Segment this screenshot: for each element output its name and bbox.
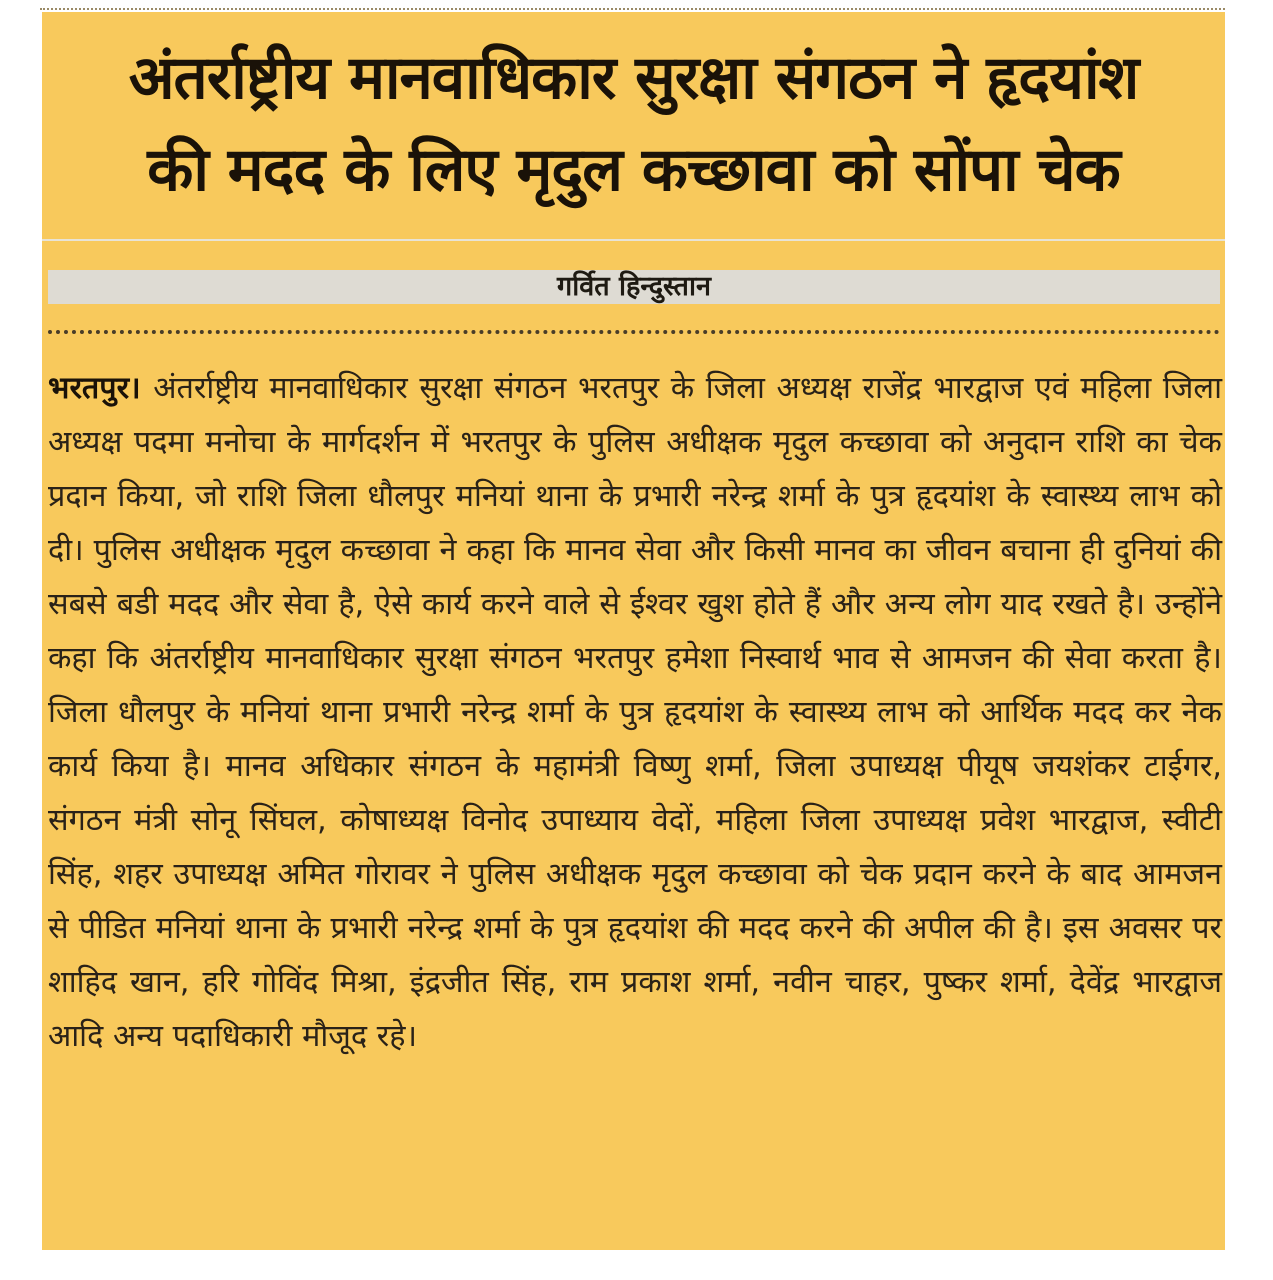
byline-band	[48, 270, 1220, 304]
headline-line-1: अंतर्राष्ट्रीय मानवाधिकार सुरक्षा संगठन ने हृदयांश	[128, 43, 1139, 113]
article-body-text: अंतर्राष्ट्रीय मानवाधिकार सुरक्षा संगठन भरतपुर के जिला अध्यक्ष राजेंद्र भारद्वाज एवं महिला जिला अध्यक्ष पदमा मनोचा के मार्गदर्शन में भरतपुर के पुलिस अधीक्षक मृदुल कच्छावा को अनुदान राशि का चेक प्रदान किया, जो राशि जिला धौलपुर मनियां थाना के प्रभारी नरेन्द्र शर्मा के पुत्र हृदयांश के स्वास्थ्य लाभ को दी। पुलिस अधीक्षक मृदुल कच्छावा ने कहा कि मानव सेवा और किसी मानव का जीवन बचाना ही दुनियां की सबसे बडी मदद और सेवा है, ऐसे कार्य करने वाले से ईश्वर खुश होते हैं और अन्य लोग याद रखते है। उन्होंने कहा कि अंतर्राष्ट्रीय मानवाधिकार सुरक्षा संगठन भरतपुर हमेशा निस्वार्थ भाव से आमजन की सेवा करता है। जिला धौलपुर के मनियां थाना प्रभारी नरेन्द्र शर्मा के पुत्र हृदयांश के स्वास्थ्य लाभ को आर्थिक मदद कर नेक कार्य किया है। मानव अधिकार संगठन के महामंत्री विष्णु शर्मा, जिला उपाध्यक्ष पीयूष जयशंकर टाईगर, संगठन मंत्री सोनू सिंघल, कोषाध्यक्ष विनोद उपाध्याय वेदों, महिला जिला उपाध्यक्ष प्रवेश भारद्वाज, स्वीटी सिंह, शहर उपाध्यक्ष अमित गोरावर ने पुलिस अधीक्षक मृदुल कच्छावा को चेक प्रदान करने के बाद आमजन से पीडित मनियां थाना के प्रभारी नरेन्द्र शर्मा के पुत्र हृदयांश की मदद करने की अपील की है। इस अवसर पर शाहिद खान, हरि गोविंद मिश्रा, इंद्रजीत सिंह, राम प्रकाश शर्मा, नवीन चाहर, पुष्कर शर्मा, देवेंद्र भारद्वाज आदि अन्य पदाधिकारी मौजूद रहे।	[48, 371, 1222, 1054]
dateline: भरतपुर।	[48, 371, 154, 406]
dotted-divider	[48, 330, 1220, 334]
headline-divider	[42, 239, 1225, 241]
previous-article-edge	[40, 0, 1225, 10]
headline	[42, 32, 1225, 216]
article-body	[48, 362, 1222, 1064]
headline-line-2: की मदद के लिए मृदुल कच्छावा को सोंपा चेक	[147, 135, 1120, 205]
byline: गर्वित हिन्दुस्तान	[557, 271, 711, 302]
newspaper-clipping	[42, 12, 1225, 1250]
